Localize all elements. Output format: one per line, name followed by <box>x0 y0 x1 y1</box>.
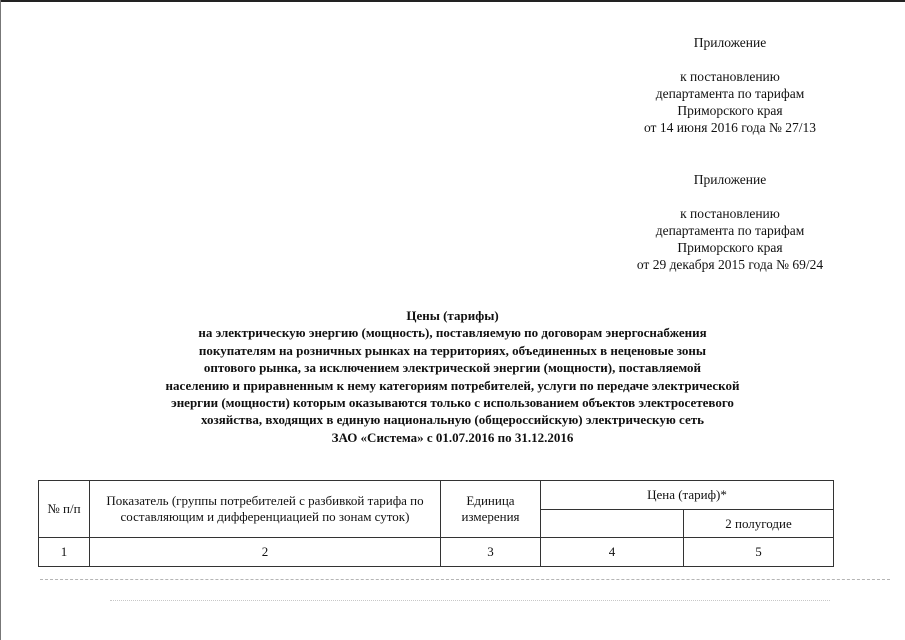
document-title <box>60 307 845 446</box>
column-number-1: 1 <box>39 538 90 567</box>
column-number-4: 4 <box>541 538 684 567</box>
column-number-5: 5 <box>684 538 834 567</box>
appendix-1-line-1: к постановлению <box>680 69 780 84</box>
appendix-2-title: Приложение <box>693 172 767 187</box>
document-title-line-8: ЗАО «Система» с 01.07.2016 по 31.12.2016 <box>331 429 574 445</box>
appendix-1-line-3: Приморского края <box>677 103 783 118</box>
column-number-2: 2 <box>90 538 441 567</box>
appendix-2-line-3: Приморского края <box>677 240 783 255</box>
header-period-2: 2 полугодие <box>684 510 834 538</box>
tariff-table <box>38 480 834 567</box>
document-title-line-2: на электрическую энергию (мощность), поставляемую по договорам энергоснабжения <box>198 325 707 341</box>
appendix-block-1 <box>610 34 850 136</box>
document-title-line-7: хозяйства, входящих в единую национальную (общероссийскую) электрическую сеть <box>200 412 705 428</box>
appendix-1-line-4: от 14 июня 2016 года № 27/13 <box>643 120 817 135</box>
document-title-line-5: населению и приравненным к нему категориям потребителей, услуги по передаче электрической <box>165 377 740 393</box>
page-left-border <box>0 0 1 640</box>
appendix-2-line-1: к постановлению <box>680 206 780 221</box>
appendix-2-line-4: от 29 декабря 2015 года № 69/24 <box>636 257 824 272</box>
scan-artifact-line <box>110 600 830 601</box>
appendix-2-line-2: департамента по тарифам <box>655 223 805 238</box>
header-period-1 <box>541 510 684 538</box>
appendix-1-line-2: департамента по тарифам <box>655 86 805 101</box>
page-top-border <box>0 0 905 2</box>
document-title-line-6: энергии (мощности) которым оказываются только с использованием объектов электросетевого <box>171 395 734 411</box>
header-unit: Единица измерения <box>441 481 541 538</box>
document-title-line-4: оптового рынка, за исключением электрической энергии (мощности), поставляемой <box>203 360 702 376</box>
page-cut-line <box>40 579 890 580</box>
table-header-row-1 <box>39 481 834 510</box>
header-indicator: Показатель (группы потребителей с разбивкой тарифа по составляющим и дифференциацией по зонам суток) <box>90 481 441 538</box>
header-number: № п/п <box>39 481 90 538</box>
document-title-line-1: Цены (тарифы) <box>406 308 499 323</box>
appendix-1-title: Приложение <box>693 35 767 50</box>
document-title-line-3: покупателям на розничных рынках на территориях, объединенных в неценовые зоны <box>198 342 707 358</box>
appendix-block-2 <box>610 171 850 273</box>
table-row <box>39 538 834 567</box>
header-price: Цена (тариф)* <box>541 481 834 510</box>
column-number-3: 3 <box>441 538 541 567</box>
